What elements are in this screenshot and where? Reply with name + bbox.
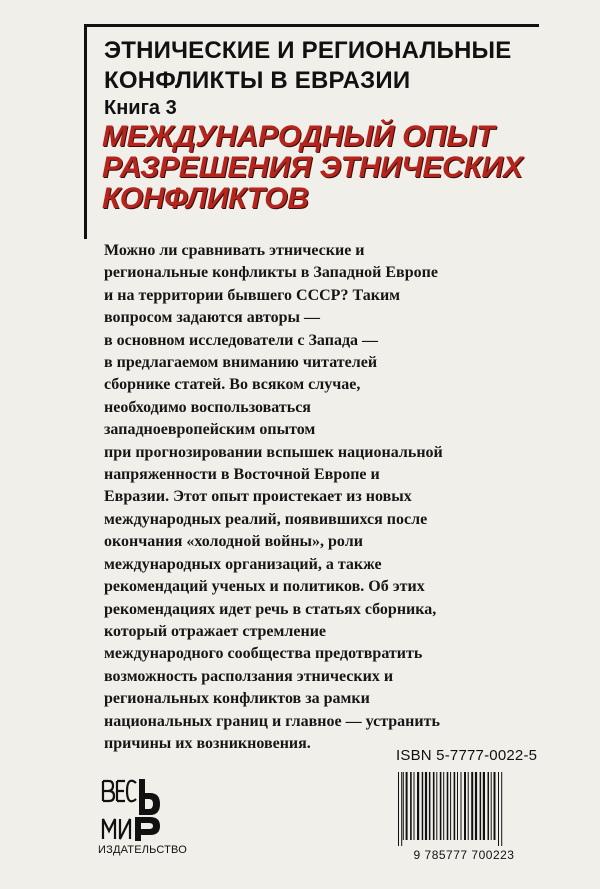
barcode-digits: 9 785777 700223 (413, 848, 515, 862)
barcode-bar (433, 772, 435, 840)
blurb-line: вопросом задаются авторы — (104, 309, 320, 327)
blurb-line: при прогнозировании вспышек национальной (104, 443, 443, 461)
barcode-bar (406, 772, 408, 840)
barcode-bar (480, 772, 482, 840)
blurb-line: национальных границ и главное — устранить (104, 712, 440, 730)
series-title (104, 36, 524, 96)
blurb-line: Можно ли сравнивать этнические и (104, 242, 365, 259)
barcode-guard-bar (501, 772, 502, 846)
blurb-line: который отражает стремление (104, 622, 327, 640)
barcode-bar (488, 772, 490, 840)
barcode-bar (414, 772, 415, 840)
book-title (102, 121, 532, 214)
barcode-bar (450, 772, 451, 840)
series-title-line-2: КОНФЛИКТЫ В ЕВРАЗИИ (104, 67, 411, 94)
blurb-line: международных реалий, появившихся после (104, 510, 428, 528)
barcode-guard-bar (398, 772, 399, 846)
blurb-line: рекомендациях идет речь в статьях сборника, (104, 600, 437, 618)
blurb-line: региональных конфликтов за рамки (104, 690, 370, 708)
barcode-bar (475, 772, 477, 840)
isbn-text: ISBN 5-7777-0022-5 (396, 747, 538, 764)
barcode-bar (440, 772, 442, 840)
blurb-line: и на территории бывшего СССР? Таким (104, 286, 401, 304)
barcode-bar (494, 772, 496, 840)
barcode-bar (422, 772, 424, 840)
barcode-bar (417, 772, 419, 840)
blurb-text (104, 240, 524, 755)
barcode-bar (436, 772, 437, 840)
barcode-bar (461, 772, 462, 840)
blurb-line: западноевропейским опытом (104, 421, 316, 439)
barcode-bar (471, 772, 473, 840)
book-title-line-1: МЕЖДУНАРОДНЫЙ ОПЫТ (102, 120, 495, 153)
barcode-bar (454, 772, 456, 840)
barcode-bar (403, 772, 404, 840)
blurb-line: причины их возникновения. (104, 734, 311, 752)
blurb-line: в основном исследователи с Запада — (104, 331, 379, 349)
blurb-line: в предлагаемом вниманию читателей (104, 354, 378, 372)
barcode-bar (483, 772, 485, 840)
blurb-line: сборнике статей. Во всяком случае, (104, 376, 361, 394)
barcode-bar (429, 772, 431, 840)
series-title-line-1: ЭТНИЧЕСКИЕ И РЕГИОНАЛЬНЫЕ (104, 37, 512, 64)
book-title-line-3: КОНФЛИКТОВ (102, 182, 309, 215)
blurb-line: рекомендаций ученых и политиков. Об этих (104, 578, 425, 596)
barcode-bar (425, 772, 427, 840)
blurb-line: международного сообщества предотвратить (104, 645, 423, 663)
blurb-line: необходимо воспользоваться (104, 398, 311, 416)
publisher-logo (100, 777, 162, 843)
book-number: Книга 3 (104, 97, 177, 119)
barcode-bar (457, 772, 458, 840)
barcode-bar (468, 772, 469, 840)
blurb-line: возможность расползания этнических и (104, 667, 394, 685)
blurb-line: окончания «холодной войны», роли (104, 533, 363, 551)
blurb-line: международных организаций, а также (104, 555, 382, 573)
blurb-line: Евразии. Этот опыт проистекает из новых (104, 488, 412, 506)
book-title-line-2: РАЗРЕШЕНИЯ ЭТНИЧЕСКИХ (102, 151, 523, 184)
barcode-bar (443, 772, 444, 840)
publisher-label: ИЗДАТЕЛЬСТВО (98, 844, 187, 856)
barcode-bar (464, 772, 466, 840)
barcode-bar (491, 772, 492, 840)
barcode-guard-bar (401, 772, 402, 846)
blurb-line: региональные конфликты в Западной Европе (104, 264, 438, 282)
barcode-bar (447, 772, 449, 840)
barcode-graphic (394, 772, 534, 846)
barcode-guard-bar (498, 772, 499, 846)
barcode-bar (410, 772, 412, 840)
blurb-line: напряженности в Восточной Европе и (104, 466, 380, 484)
